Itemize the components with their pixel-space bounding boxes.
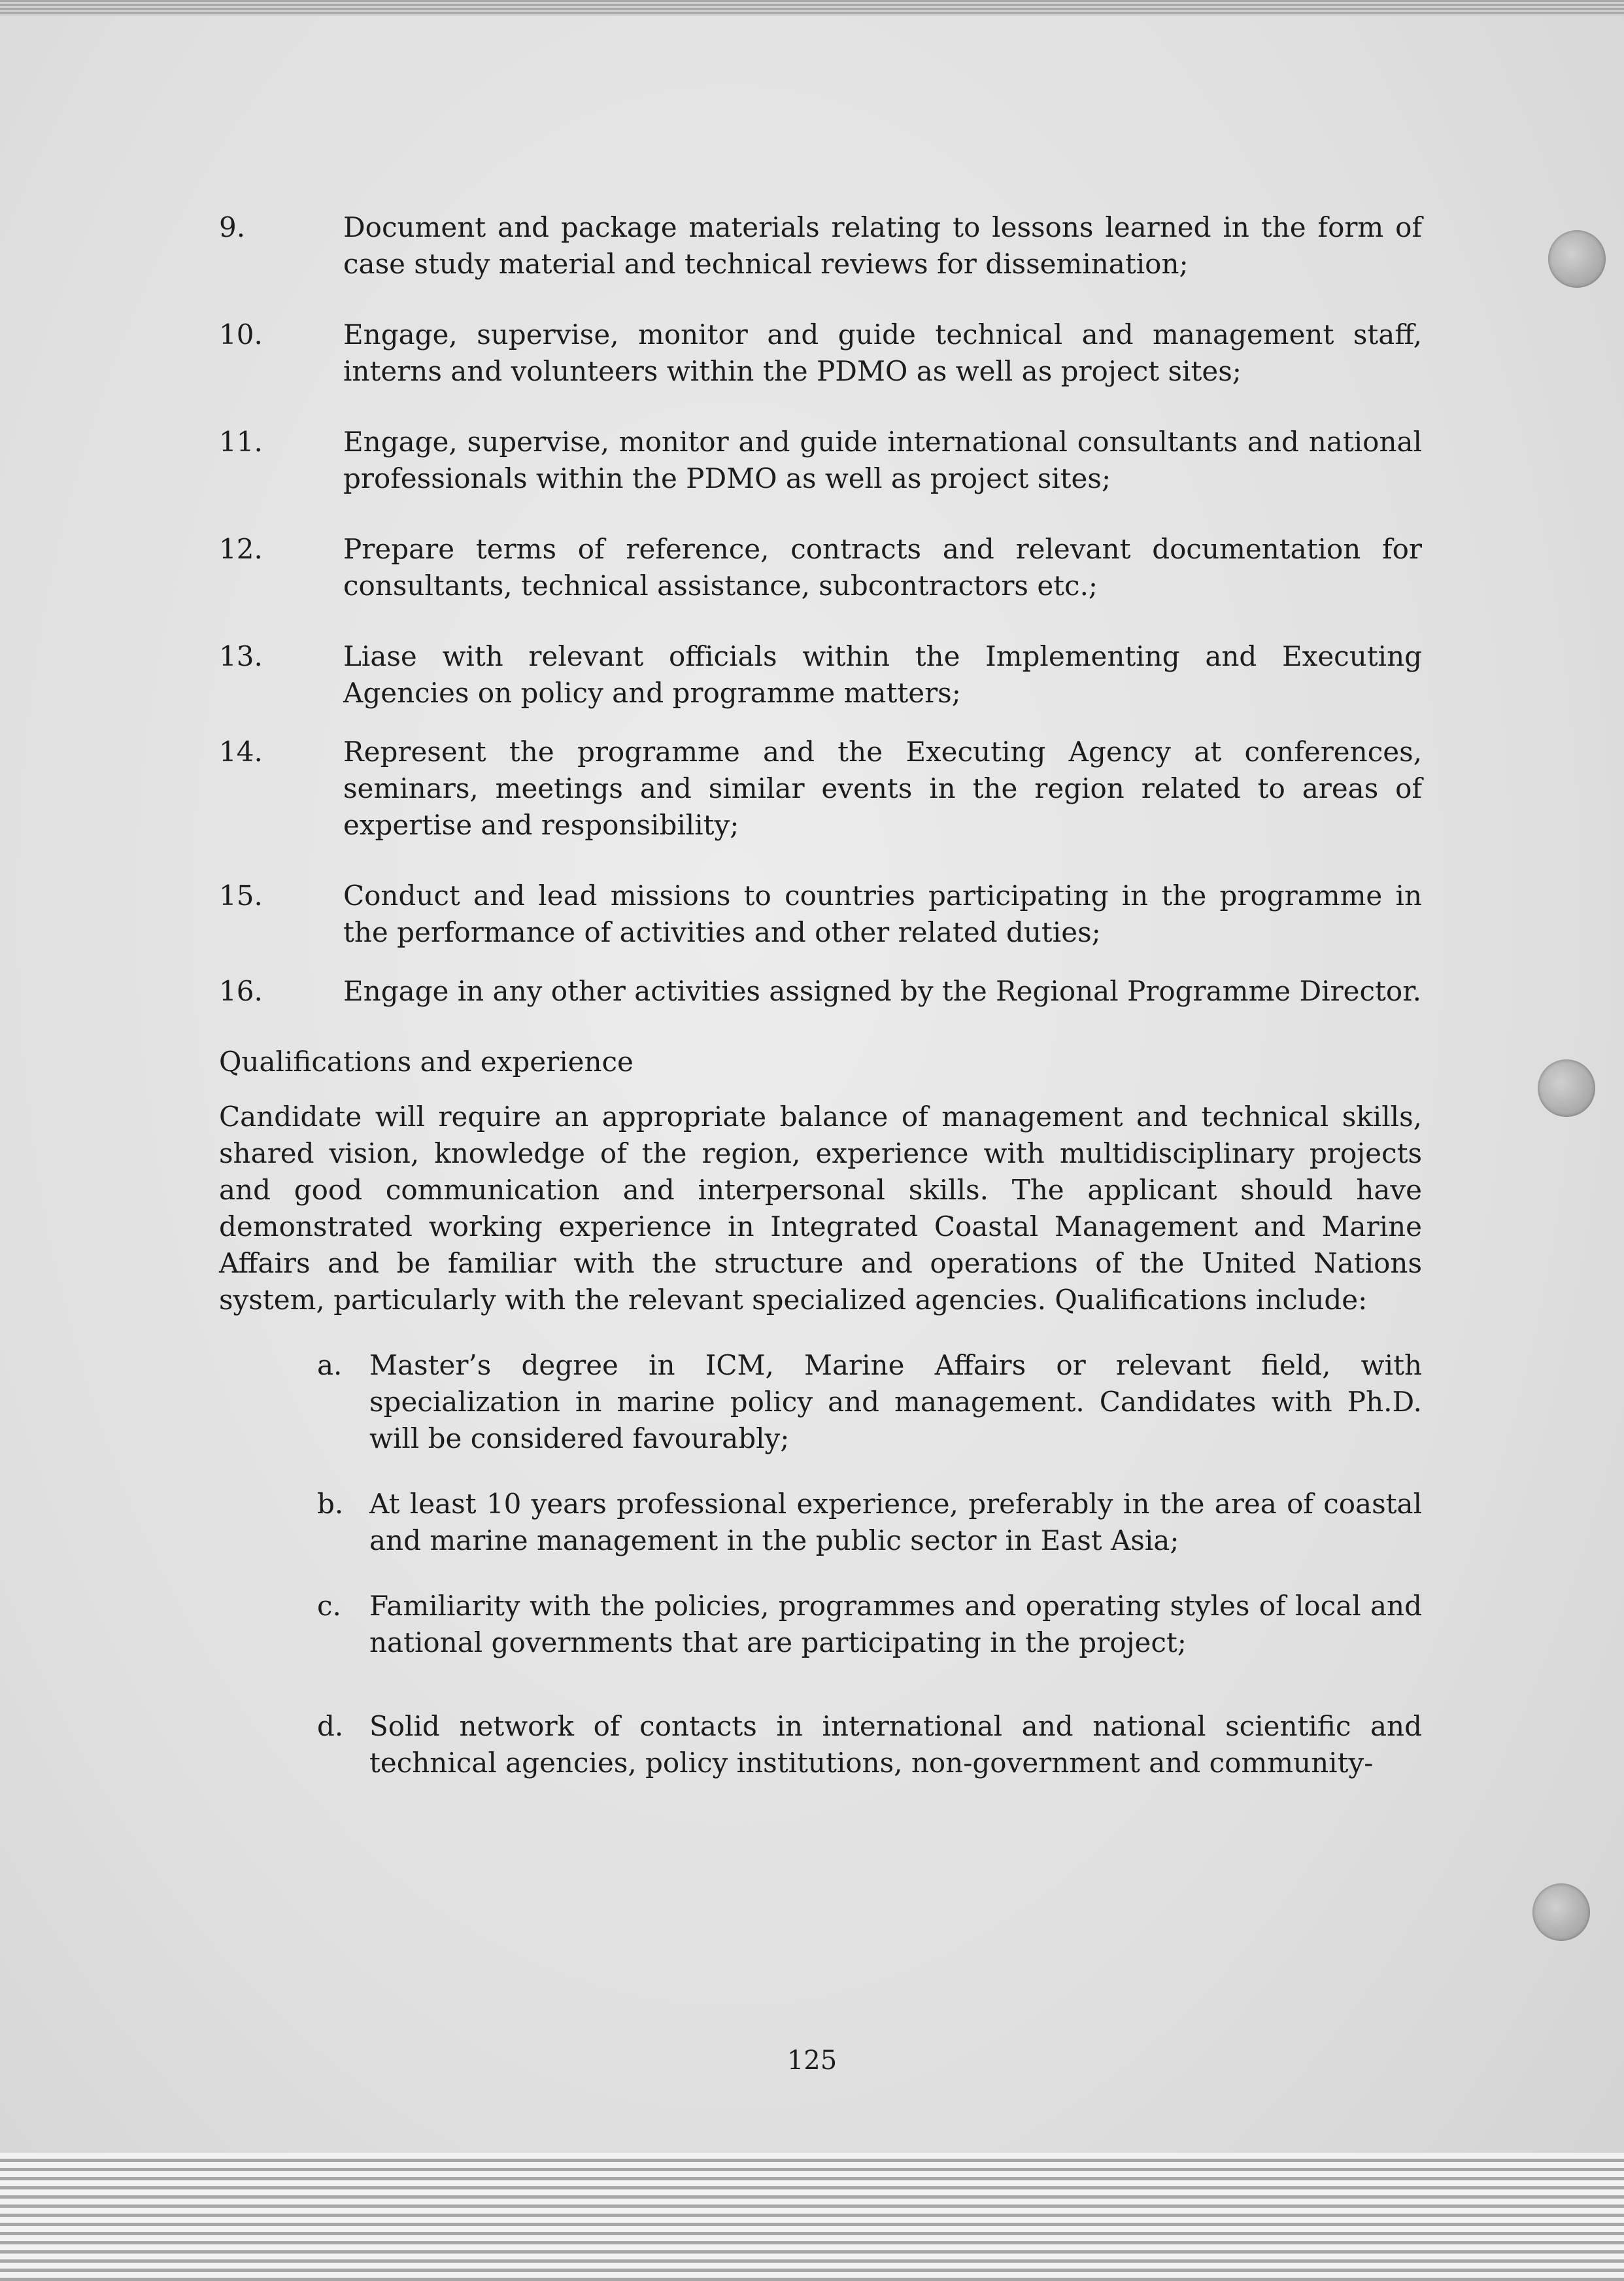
qualifications-heading: Qualifications and experience — [219, 1046, 634, 1078]
qualification-letter: d. — [317, 1710, 344, 1742]
punch-hole-middle — [1538, 1059, 1595, 1117]
top-edge-stripes — [0, 0, 1624, 16]
bottom-edge-stripes — [0, 2153, 1624, 2281]
qualification-text: Master’s degree in ICM, Marine Affairs or relevant field, with specialization in marine policy and management. Candidates with Ph.D. will be considered favourably; — [369, 1349, 1422, 1454]
qualification-item-a — [219, 1347, 1422, 1457]
duty-text: Represent the programme and the Executing Agency at conferences, seminars, meetings and similar events in the region related to areas of expertise and responsibility; — [343, 736, 1422, 841]
duty-item-12 — [219, 531, 1422, 604]
punch-hole-bottom — [1532, 1883, 1590, 1941]
duty-item-9 — [219, 209, 1422, 283]
qualification-letter: c. — [317, 1590, 341, 1622]
duty-number: 15. — [219, 880, 263, 912]
duty-item-15 — [219, 878, 1422, 951]
duty-number: 16. — [219, 975, 263, 1007]
qualification-item-c — [219, 1588, 1422, 1661]
duty-number: 14. — [219, 736, 263, 768]
duty-text: Engage, supervise, monitor and guide technical and management staff, interns and volunteers within the PDMO as well as project sites; — [343, 318, 1422, 387]
duty-number: 9. — [219, 211, 246, 243]
qualification-letter: b. — [317, 1488, 344, 1520]
page-number: 125 — [787, 2046, 837, 2076]
qualification-item-b — [219, 1486, 1422, 1559]
duty-number: 12. — [219, 533, 263, 565]
qualification-item-d — [219, 1708, 1422, 1781]
duty-item-10 — [219, 317, 1422, 390]
duty-text: Engage, supervise, monitor and guide international consultants and national professionals within the PDMO as well as project sites; — [343, 426, 1422, 494]
qualification-letter: a. — [317, 1349, 343, 1381]
duty-number: 10. — [219, 318, 263, 351]
qualification-text: Familiarity with the policies, programmes and operating styles of local and national governments that are participating in the project; — [369, 1590, 1422, 1658]
duty-item-11 — [219, 424, 1422, 497]
duty-item-13 — [219, 638, 1422, 712]
duty-text: Document and package materials relating to lessons learned in the form of case study material and technical reviews for dissemination; — [343, 211, 1422, 280]
duty-item-16 — [219, 973, 1422, 1010]
qualification-text: Solid network of contacts in international and national scientific and technical agencies, policy institutions, non-government and community- — [369, 1710, 1422, 1779]
duty-number: 11. — [219, 426, 263, 458]
duty-text: Conduct and lead missions to countries participating in the programme in the performance of activities and other related duties; — [343, 880, 1422, 948]
duty-item-14 — [219, 734, 1422, 844]
duty-text: Prepare terms of reference, contracts and relevant documentation for consultants, technical assistance, subcontractors etc.; — [343, 533, 1422, 602]
duty-number: 13. — [219, 640, 263, 672]
qualifications-intro: Candidate will require an appropriate balance of management and technical skills, shared vision, knowledge of the region, experience with multidisciplinary projects and good communication and interpersonal skills. The applicant should have demonstrated working experience in Integrated Coastal Management and Marine Affairs and be familiar with the structure and operations of the United Nations system, particularly with the relevant specialized agencies. Qualifications include: — [219, 1101, 1422, 1316]
punch-hole-top — [1548, 230, 1606, 288]
duty-text: Engage in any other activities assigned by the Regional Programme Director. — [343, 975, 1422, 1007]
duty-text: Liase with relevant officials within the Implementing and Executing Agencies on policy and programme matters; — [343, 640, 1422, 709]
qualification-text: At least 10 years professional experience, preferably in the area of coastal and marine management in the public sector in East Asia; — [369, 1488, 1422, 1556]
document-body — [219, 209, 1422, 1810]
